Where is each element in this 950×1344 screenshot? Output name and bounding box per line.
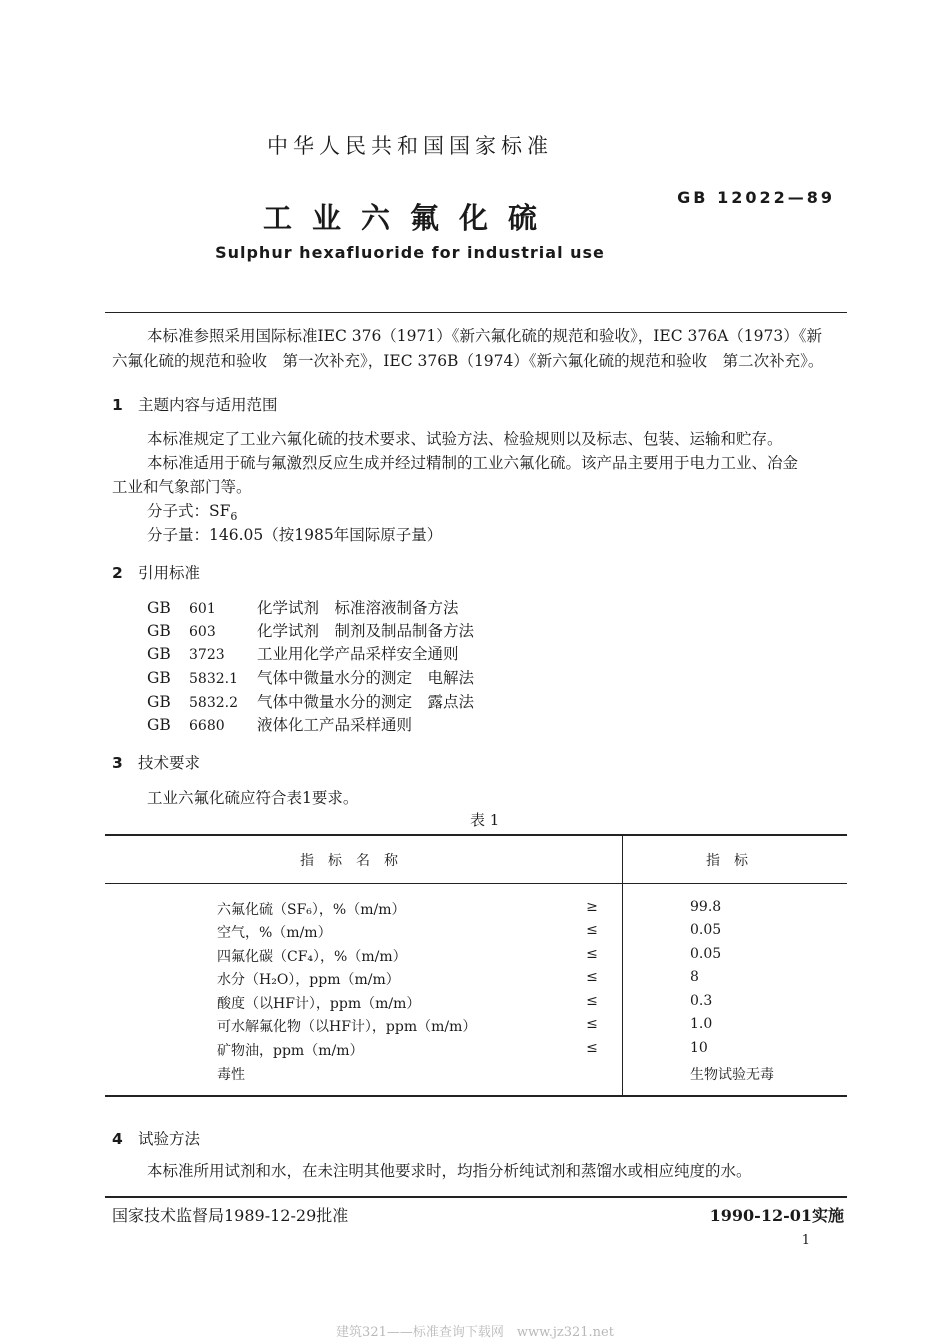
preface-line-1: 本标准参照采用国际标准IEC 376（1971）《新六氟化硫的规范和验收》，IEC 376A（1973）《新 — [147, 327, 822, 345]
section-3-heading — [112, 751, 200, 773]
ref-number: 3723 — [189, 647, 225, 663]
table-top-rule — [105, 834, 847, 836]
section-title: 试验方法 — [138, 1130, 201, 1148]
ref-title: 气体中微量水分的测定 电解法 — [257, 669, 475, 687]
table-row-value: 1.0 — [690, 1016, 713, 1032]
table-row-name: 水分（H₂O），ppm（m/m） — [217, 972, 400, 988]
ref-title: 液体化工产品采样通则 — [257, 716, 413, 734]
ref-code: GB — [147, 693, 171, 711]
reference-row — [147, 690, 474, 712]
section-1-heading — [112, 393, 278, 415]
ref-title: 工业用化学产品采样安全通则 — [257, 645, 459, 663]
section-title: 主题内容与适用范围 — [138, 396, 278, 414]
watermark: 建筑321——标准查询下载网 www.jz321.net — [336, 1325, 614, 1340]
approval-date: 国家技术监督局1989-12-29批准 — [112, 1206, 349, 1225]
header-divider — [105, 312, 847, 313]
section-4-paragraph-1: 本标准所用试剂和水，在未注明其他要求时，均指分析纯试剂和蒸馏水或相应纯度的水。 — [147, 1162, 752, 1180]
molecular-weight — [147, 524, 442, 546]
table-row-value: 0.05 — [690, 922, 722, 938]
table-row-relation: ≤ — [586, 1016, 598, 1032]
table-row-relation: ≤ — [586, 993, 598, 1009]
main-title: 工业六氟化硫 — [262, 201, 557, 235]
ref-number: 601 — [189, 601, 216, 617]
section-title: 技术要求 — [138, 754, 201, 772]
ref-code: GB — [147, 622, 171, 640]
table-row-value: 99.8 — [690, 899, 722, 915]
table-row-relation: ≤ — [586, 922, 598, 938]
standard-code: GB 12022—89 — [677, 188, 835, 207]
formula-subscript: 6 — [230, 510, 238, 524]
table-row-name: 四氟化碳（CF₄），%（m/m） — [217, 949, 407, 965]
table-row-relation: ≥ — [586, 899, 598, 915]
mw-value: 146.05（按1985年国际原子量） — [209, 526, 443, 544]
standard-title: 中华人民共和国国家标准 — [267, 134, 553, 158]
ref-title: 气体中微量水分的测定 露点法 — [257, 693, 475, 711]
implementation-date: 1990-12-01实施 — [709, 1206, 844, 1225]
table-header-value: 指 标 — [706, 853, 748, 869]
section-1-paragraph-2-line-1: 本标准适用于硫与氟激烈反应生成并经过精制的工业六氟化硫。该产品主要用于电力工业、冶金 — [147, 454, 799, 472]
table-row-name: 可水解氟化物（以HF计），ppm（m/m） — [217, 1019, 477, 1035]
section-number: 4 — [112, 1130, 123, 1148]
section-4-heading — [112, 1127, 200, 1149]
section-1-paragraph-2-line-2: 工业和气象部门等。 — [112, 478, 252, 496]
section-number: 1 — [112, 396, 123, 414]
table-row-relation: ≤ — [586, 1040, 598, 1056]
table-row-value: 8 — [690, 969, 699, 985]
section-2-heading — [112, 561, 200, 583]
table-row-value: 生物试验无毒 — [690, 1067, 774, 1083]
table-caption: 表 1 — [470, 811, 500, 829]
english-title: Sulphur hexafluoride for industrial use — [215, 243, 605, 262]
table-header-rule — [105, 883, 847, 884]
footer-divider — [105, 1196, 847, 1198]
table-row-relation: ≤ — [586, 969, 598, 985]
table-row-name: 酸度（以HF计），ppm（m/m） — [217, 996, 421, 1012]
ref-number: 603 — [189, 624, 216, 640]
reference-row — [147, 642, 459, 664]
table-row-relation: ≤ — [586, 946, 598, 962]
table-row-value: 0.05 — [690, 946, 722, 962]
ref-title: 化学试剂 标准溶液制备方法 — [257, 599, 459, 617]
ref-title: 化学试剂 制剂及制品制备方法 — [257, 622, 475, 640]
table-row-name: 矿物油，ppm（m/m） — [217, 1043, 364, 1059]
section-number: 3 — [112, 754, 123, 772]
formula-value: SF — [209, 502, 231, 520]
ref-number: 5832.1 — [189, 671, 238, 687]
preface-line-2: 六氟化硫的规范和验收 第一次补充》，IEC 376B（1974）《新六氟化硫的规范和验收 第二次补充》。 — [112, 352, 824, 370]
formula-label: 分子式： — [147, 502, 210, 520]
table-row-name: 毒性 — [217, 1067, 245, 1083]
ref-code: GB — [147, 599, 171, 617]
reference-row — [147, 619, 474, 641]
table-header-name: 指 标 名 称 — [300, 853, 398, 869]
section-number: 2 — [112, 564, 123, 582]
section-1-paragraph-1: 本标准规定了工业六氟化硫的技术要求、试验方法、检验规则以及标志、包装、运输和贮存。 — [147, 430, 783, 448]
table-row-name: 空气，%（m/m） — [217, 925, 332, 941]
ref-code: GB — [147, 716, 171, 734]
reference-row — [147, 713, 412, 735]
mw-label: 分子量： — [147, 526, 210, 544]
table-bottom-rule — [105, 1095, 847, 1097]
reference-row — [147, 596, 459, 618]
ref-number: 5832.2 — [189, 695, 238, 711]
section-3-intro: 工业六氟化硫应符合表1要求。 — [147, 789, 359, 807]
table-row-value: 10 — [690, 1040, 708, 1056]
table-row-name: 六氟化硫（SF₆），%（m/m） — [217, 902, 406, 918]
table-row-value: 0.3 — [690, 993, 713, 1009]
section-title: 引用标准 — [138, 564, 201, 582]
ref-code: GB — [147, 669, 171, 687]
ref-number: 6680 — [189, 718, 225, 734]
ref-code: GB — [147, 645, 171, 663]
page-number: 1 — [801, 1233, 810, 1248]
table-column-divider — [622, 834, 623, 1096]
reference-row — [147, 666, 474, 688]
